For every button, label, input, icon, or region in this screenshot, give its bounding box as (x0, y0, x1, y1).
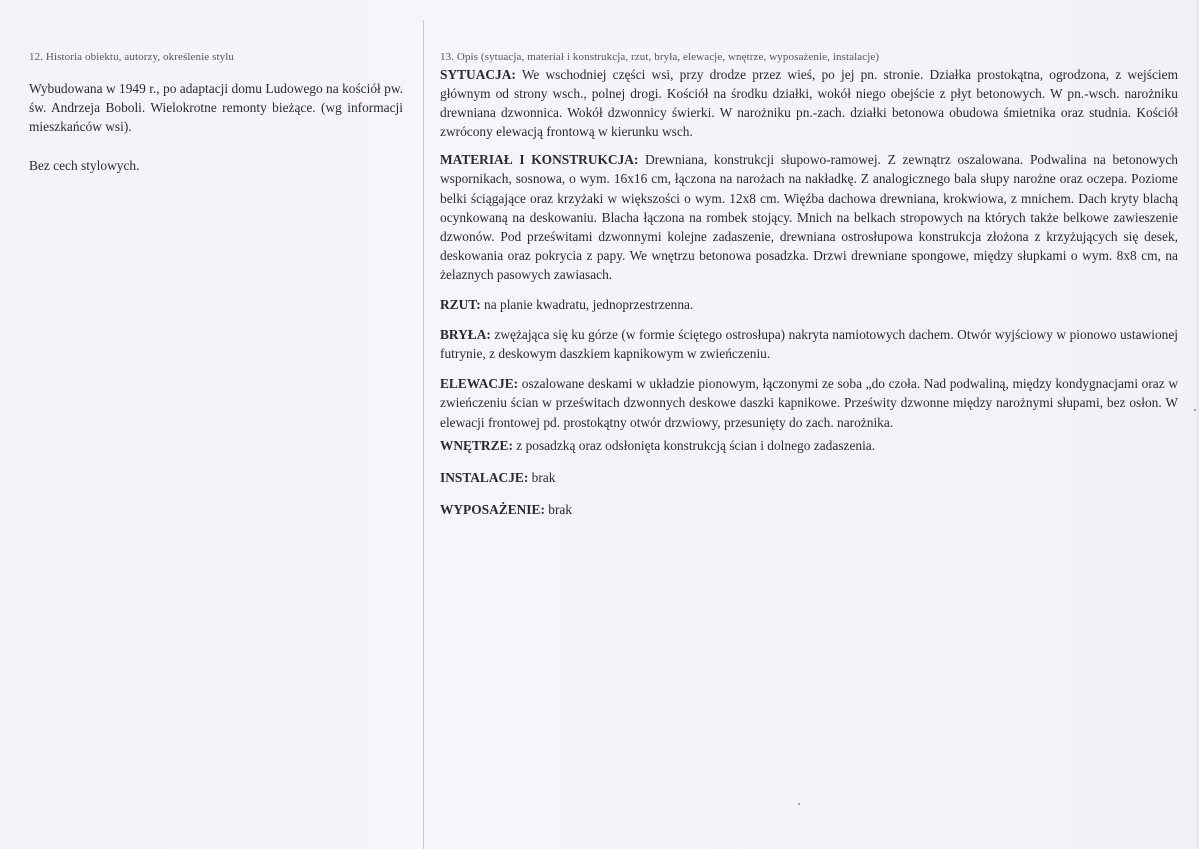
section-wyposazenie (440, 500, 1178, 519)
section-wnetrze-text: z posadzką oraz odsłonięta konstrukcją ścian i dolnego zadaszenia. (516, 437, 876, 453)
section-elewacje (440, 374, 1178, 431)
section-rzut-text: na planie kwadratu, jednoprzestrzenna. (484, 297, 694, 313)
style-text: Bez cech stylowych. (29, 157, 140, 173)
column-divider (423, 20, 424, 849)
section-material (440, 150, 1178, 284)
description-field-label: 13. Opis (sytuacja, materiał i konstrukcja, rzut, bryła, elewacje, wnętrze, wyposażenie, instalacje) (440, 51, 880, 63)
section-sytuacja (440, 65, 1178, 141)
section-wyposazenie-heading: WYPOSAŻENIE: (440, 501, 545, 517)
section-rzut (440, 295, 1178, 314)
section-bryla-heading: BRYŁA: (440, 327, 491, 343)
history-field-label: 12. Historia obiektu, autorzy, określenie stylu (29, 51, 234, 63)
section-sytuacja-text: We wschodniej części wsi, przy drodze przez wieś, po jej pn. stronie. Działka prostokątna, ogrodzona, z wejściem głównym od strony wsch., polnej drogi. Kościół na środku działki, wokół niego obejście z płyt betonowych. W pn.-wsch. narożniku drewniana dzwonnica. Wokół dzwonnicy świerki. W narożniku pn.-zach. działki betonowa obudowa śmietnika oraz studnia. Kościół zwrócony elewacją frontową w kierunku wsch. (440, 67, 1178, 140)
section-wnetrze (440, 436, 1178, 455)
scan-edge-shadow (1195, 0, 1199, 849)
section-rzut-heading: RZUT: (440, 297, 481, 313)
section-material-text: Drewniana, konstrukcji słupowo-ramowej. Z zewnątrz oszalowana. Podwalina na betonowych wspornikach, sosnowa, o wym. 16x16 cm, łączona na narożach na nakładkę. Z analogicznego bala słupy narożne oraz oczepa. Poziome belki ściągające oraz krzyżaki w większości o wym. 12x8 cm. Więźba dachowa drewniana, krokwiowa, z mnichem. Dach kryty blachą ocynkowaną na deskowaniu. Blacha łączona na rombek stojący. Mnich na belkach stropowych na których także belkowe zawieszenie dzwonów. Pod prześwitami dzwonnymi kolejne zadaszenie, drewniana ostrosłupowa konstrukcja złożona z krzyżujących się desek, deskowania oraz pokrycia z papy. We wnętrzu betonowa posadzka. Drzwi drewniane spongowe, między słupkami o wym. 8x8 cm, na żelaznych pasowych zawiasach. (440, 152, 1178, 282)
section-elewacje-heading: ELEWACJE: (440, 376, 519, 392)
section-bryla-text: zwężająca się ku górze (w formie ściętego ostrosłupa) nakryta namiotowych dachem. Otwór wyjściowy w pionowo ustawionej futrynie, z deskowym daszkiem kapnikowym w zwieńczeniu. (440, 327, 1178, 362)
section-material-heading: MATERIAŁ I KONSTRUKCJA: (440, 152, 639, 168)
section-sytuacja-heading: SYTUACJA: (440, 67, 516, 82)
section-elewacje-text: oszalowane deskami w układzie pionowym, łączonymi ze soba „do czoła. Nad podwaliną, między kondygnacjami oraz w zwieńczeniu ścian w prześwitach dzwonnych deskowe daszki kapnikowe. Prześwity dzwonne między narożnymi słupami, bez osłon. W elewacji frontowej pd. prostokątny otwór drzwiowy, przesunięty do zach. narożnika. (440, 376, 1178, 430)
scan-speck (798, 803, 800, 805)
section-instalacje-text: brak (531, 469, 556, 485)
section-instalacje (440, 468, 1178, 487)
section-wnetrze-heading: WNĘTRZE: (440, 437, 513, 453)
left-column (29, 50, 403, 175)
section-wyposazenie-text: brak (548, 501, 573, 517)
right-column (440, 50, 1178, 519)
history-text: Wybudowana w 1949 r., po adaptacji domu Ludowego na kościół pw. św. Andrzeja Boboli. Wielokrotne remonty bieżące. (wg informacji mieszkańców wsi). (29, 81, 403, 135)
section-instalacje-heading: INSTALACJE: (440, 469, 529, 485)
section-bryla (440, 325, 1178, 363)
